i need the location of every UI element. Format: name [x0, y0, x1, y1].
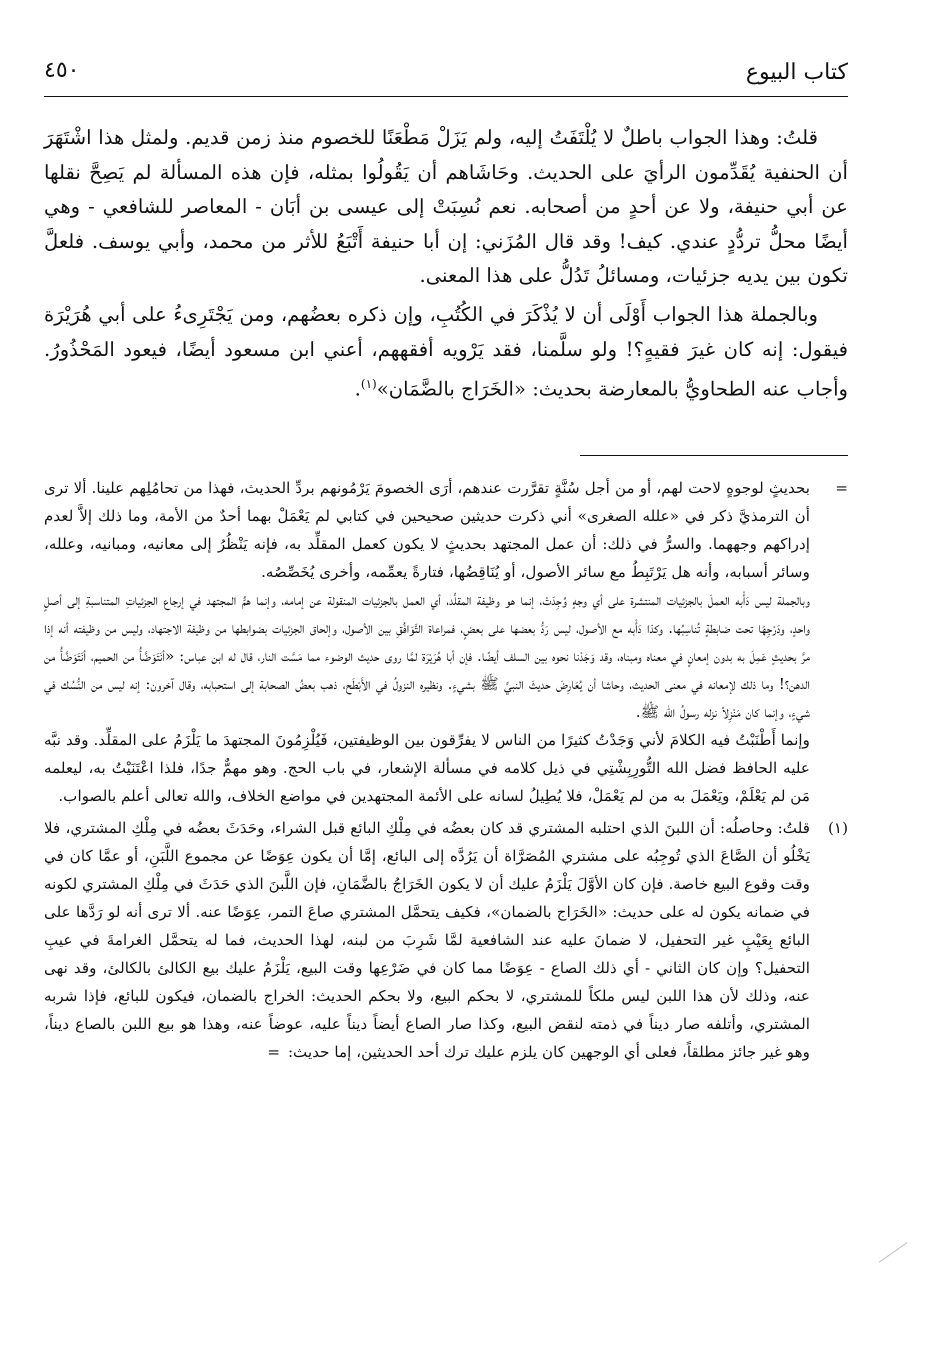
page-mark-line	[879, 1242, 907, 1262]
footnote-mark: (١)	[827, 819, 848, 838]
footnotes	[44, 474, 848, 1066]
footnote-separator	[580, 455, 848, 456]
main-text	[44, 121, 848, 407]
footnote-reference: (١)	[360, 377, 377, 392]
footnote-continuation-body	[44, 474, 810, 810]
footnote-1	[44, 814, 848, 1066]
book-page	[44, 58, 848, 1066]
footnote-continuation	[44, 474, 848, 810]
header-rule	[44, 96, 848, 97]
footnote-paragraph: وبالجملة ليس دَأْبه العملَ بالجزئيات المنتشرة على أي وجهٍ وُجِدَتْ، إنما هو وظيفة المقلِّد، أي العمل بالجزئيات المنقولة عن إمامه، وإنما همُّ المجتهد في إرجاع الجزئياتِ المتناسبةِ إلى أصلٍ واحدٍ، ودَرْجِهَا تحت ضابطةٍ تُناسِبُها. وكذا دَأْبه مع الأصول، ليس رَدُّ بعضها على بعضٍ، فمراعاة التَّوَافُقِ بين الأصول، وإلحاق الجزئيات بضوابطها من وظيفة الاجتهاد، وليس من وظيفته أنه إذا مرَّ بحديثٍ عَمِلَ به بدون إمعانٍ في معناه ومبناه، وقد وَجَدْنا نحوه بين السلف أيضًا. فإن أبا هُرَيْرَة لمَّا روى حديث الوضوء مما مَسَّت النار، قال له ابن عباس: «أنَتَوَضَّأُ من الحميم، أنَتَوَضَّأُ من الدهن؟! وما ذلك لإمعانه في معنى الحديث، وحاشا أن يُعَارِضَ حديثَ النبيِّ ﷺ بشيءٍ. ونظيره النزولُ في الأَبْطَح، ذهب بعضُ الصحابة إلى استحبابه، وقال آخرون: إنه ليس من النُّسُك في شيءٍ، وإنما كان مَنْزِلاً نزله رسولُ الله ﷺ.	[44, 591, 810, 722]
main-paragraph-2-text: وبالجملة هذا الجواب أَوْلَى أن لا يُذْكَرَ في الكُتُبِ، وإن ذكره بعضُهم، ومن يَجْتَرِىءُ على أبي هُرَيْرَة فيقول: إنه كان غيرَ فقيهٍ؟! ولو سلَّمنا، فقد يَرْويه أفقههم، أعني ابن مسعود أيضًا، فيعود المَحْذُورُ. وأجاب عنه الطحاويُّ بالمعارضة بحديث: «الخَرَاج بالضَّمَان»	[44, 302, 848, 401]
running-title: كتاب البيوع	[745, 60, 848, 85]
footnote-1-body	[44, 814, 810, 1066]
page-header	[44, 58, 848, 92]
main-paragraph-2: وبالجملة هذا الجواب أَوْلَى أن لا يُذْكَرَ في الكُتُبِ، وإن ذكره بعضُهم، ومن يَجْتَرِىءُ على أبي هُرَيْرَة فيقول: إنه كان غيرَ فقيهٍ؟! ولو سلَّمنا، فقد يَرْويه أفقههم، أعني ابن مسعود أيضًا، فيعود المَحْذُورُ. وأجاب عنه الطحاويُّ بالمعارضة بحديث: «الخَرَاج بالضَّمَان»$^{(١)}$.	[44, 302, 848, 401]
continuation-mark: =	[835, 479, 848, 498]
footnote-paragraph: بحديثٍ لوجوهٍ لاحت لهم، أو من أجل سُنَّةٍ تقرَّرت عندهم، أرَى الخصومَ يَرْمُونهم بردِّ الحديث، فهذا من تحامُلِهم علينا. ألا ترى أن الترمذيَّ ذكر في «علله الصغرى» أني ذكرت حديثين صحيحين في كتابي لم يَعْمَلْ بهما أحدٌ من الأمة، وما ذلك إلاَّ لعدم إدراكهم وجههما. والسرُّ في ذلك: أن عمل المجتهد بحديثٍ لا يكون كعمل المقلِّد به، فإنه يَنْظُرُ إلى معانيه، ومبانيه، وعلله، وسائر أسبابه، وأنه هل يَرْتَبِطُ مع سائر الأصول، أو يُنَاقِضُها، فتارةً يعمِّمه، وأخرى يُخَصِّصُه.	[44, 479, 810, 582]
footnote-paragraph	[44, 814, 810, 1066]
main-paragraph-1: قلتُ: وهذا الجواب باطلٌ لا يُلْتَفَتُ إليه، ولم يَزَلْ مَطْعَنًا للخصوم منذ زمن قديم. ولمثل هذا اشْتَهَرَ أن الحنفية يُقَدِّمون الرأيَ على الحديث. وحَاشَاهم أن يَقُولُوا بمثله، فإن هذه المسألة لم يَصِحَّ نقلها عن أبي حنيفة، ولا عن أحدٍ من أصحابه. نعم نُسِبَتْ إلى عيسى بن أبَان - المعاصر للشافعي - وهي أيضًا محلُّ تردُّدٍ عندي. كيف! وقد قال المُزَني: إن أبا حنيفة أَتْبَعُ للأثر من محمد، وأبي يوسف. فلعلَّ تكون بين يديه جزئيات، ومسائلُ تَدُلُّ على هذا المعنى.	[44, 126, 848, 288]
footnote-paragraph: وإنما أَطْنَبْتُ فيه الكلامَ لأني وَجَدْتُ كثيرًا من الناس لا يفرِّقون بين الوظيفتين، فَيُلْزِمُونَ المجتهدَ ما يَلْزَمُ على المقلِّد. وقد نبَّه عليه الحافظ فضل الله التُّورِبِشْتِي في ذيل كلامه في مسألة الإشعار، في باب الحج. وهو مهمٌّ جدًا، فلذا اعْتَنَيْتُ به، ليعلمه مَن لم يَعْلَمْ، ويَعْمَلَ به من لم يَعْمَلْ، فلا يُطِيلُ لسانه على الأئمة المجتهدين في مواضع الخلاف، والله تعالى أعلم بالصواب.	[44, 731, 810, 806]
footnote-1-text: قلتُ: وحاصلُه: أن اللبنَ الذي احتلبه المشتري قد كان بعضُه في مِلْكِ البائع قبل الشراء، وحَدَثَ بعضُه في مِلْكِ المشتري، فلا يَخْلُو أن الصَّاعَ الذي تُوجِبُه على مشتري المُصَرَّاة أن يَرُدَّه إلى البائع، إمَّا أن يكون عِوَضًا عن مجموع اللَّبَنِ، أو عمَّا كان في وقت وقوع البيع خاصة. فإن كان الأوَّلَ يَلْزَمُ عليك أن لا يكون الخَرَاجُ بالضَّمَانِ، فإن اللَّبنَ الذي حَدَثَ في مِلْكِ المشتري لكونه في ضمانه يكون له على حديث: «الخَرَاج بالضمان»، فكيف يتحمَّل المشتري صاعَ التمر، عِوَضًا عنه. ألا ترى أنه لو رَدَّها على البائع بِعَيْبٍ غير التحفيل، لا ضمانَ عليه عند الشافعية لمَّا شَرِبَ من لبنه، لهذا الحديث، فما له يتحمَّل الغرامةَ في عيبِ التحفيل؟ وإن كان الثاني - أي ذلك الصاع - عِوَضًا مما كان في ضَرْعِها وقت البيع، يَلْزَمُ عليك بيع الكالئ بالكالئ، وقد نهى عنه، وذلك لأن هذا اللبن ليس ملكاً للمشتري، لا بحكم البيع، ولا بحكم الحديث: الخراج بالضمان، فيكون للبائع، فإذا شربه المشتري، وأتلفه صار ديناً في ذمته لنقض البيع، وكذا صار الصاع أيضاً ديناً عليه، عوضاً عنه، وهذا هو بيع اللبن بالصاع ديناً، وهو غير جائز مطلقاً، فعلى أي الوجهين كان يلزم عليك ترك أحد الحديثين، إما حديث:	[44, 819, 810, 1062]
page-number: ٤٥٠	[44, 58, 80, 83]
continues-mark: =	[267, 1043, 280, 1062]
